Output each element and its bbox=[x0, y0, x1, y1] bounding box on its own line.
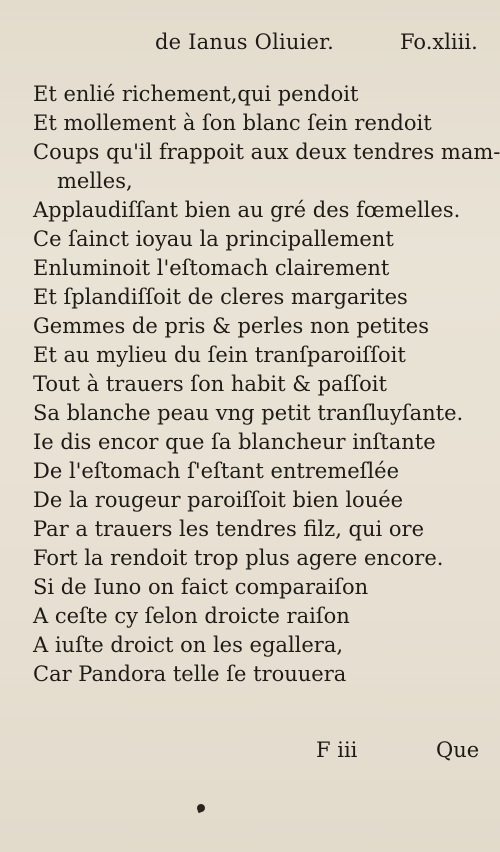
verse-line: Gemmes de pris & perles non petites bbox=[33, 314, 430, 338]
verse-block bbox=[33, 80, 500, 689]
verse-line: A ceſte cy ſelon droicte raiſon bbox=[33, 604, 350, 628]
verse-line: Fort la rendoit trop plus agere encore. bbox=[33, 546, 444, 570]
verse-line: Et ſplandiſſoit de cleres margarites bbox=[33, 285, 408, 309]
ink-mark-icon bbox=[196, 803, 206, 813]
verse-line: Et mollement à ſon blanc ſein rendoit bbox=[33, 111, 432, 135]
verse-line: Enluminoit l'eſtomach clairement bbox=[33, 256, 390, 280]
folio-number: Fo.xliii. bbox=[400, 30, 478, 54]
verse-line: Coups qu'il frappoit aux deux tendres mam- bbox=[33, 140, 500, 164]
verse-line: Par a trauers les tendres filz, qui ore bbox=[33, 517, 425, 541]
page-header bbox=[0, 30, 500, 62]
verse-line: Si de Iuno on faict comparaiſon bbox=[33, 575, 369, 599]
verse-line: Et au mylieu du ſein tranſparoiſſoit bbox=[33, 343, 406, 367]
verse-line: A iuſte droict on les egallera, bbox=[33, 633, 344, 657]
signature-mark: F iii bbox=[316, 738, 358, 762]
verse-line: Ce ſainct ioyau la principallement bbox=[33, 227, 394, 251]
verse-line-continuation: melles, bbox=[57, 169, 133, 193]
verse-line: Car Pandora telle ſe trouuera bbox=[33, 662, 347, 686]
verse-line: Tout à trauers ſon habit & paſſoit bbox=[33, 372, 387, 396]
verse-line: De l'eſtomach ſ'eſtant entremeſlée bbox=[33, 459, 399, 483]
catchword: Que bbox=[436, 738, 480, 762]
running-title: de Ianus Oliuier. bbox=[155, 30, 334, 54]
verse-line: Ie dis encor que ſa blancheur inſtante bbox=[33, 430, 436, 454]
verse-line: De la rougeur paroiſſoit bien louée bbox=[33, 488, 404, 512]
page-footer bbox=[0, 738, 500, 768]
verse-line: Applaudiſſant bien au gré des fœmelles. bbox=[33, 198, 461, 222]
verse-line: Et enlié richement,qui pendoit bbox=[33, 82, 359, 106]
verse-line: Sa blanche peau vng petit tranſluyſante. bbox=[33, 401, 464, 425]
